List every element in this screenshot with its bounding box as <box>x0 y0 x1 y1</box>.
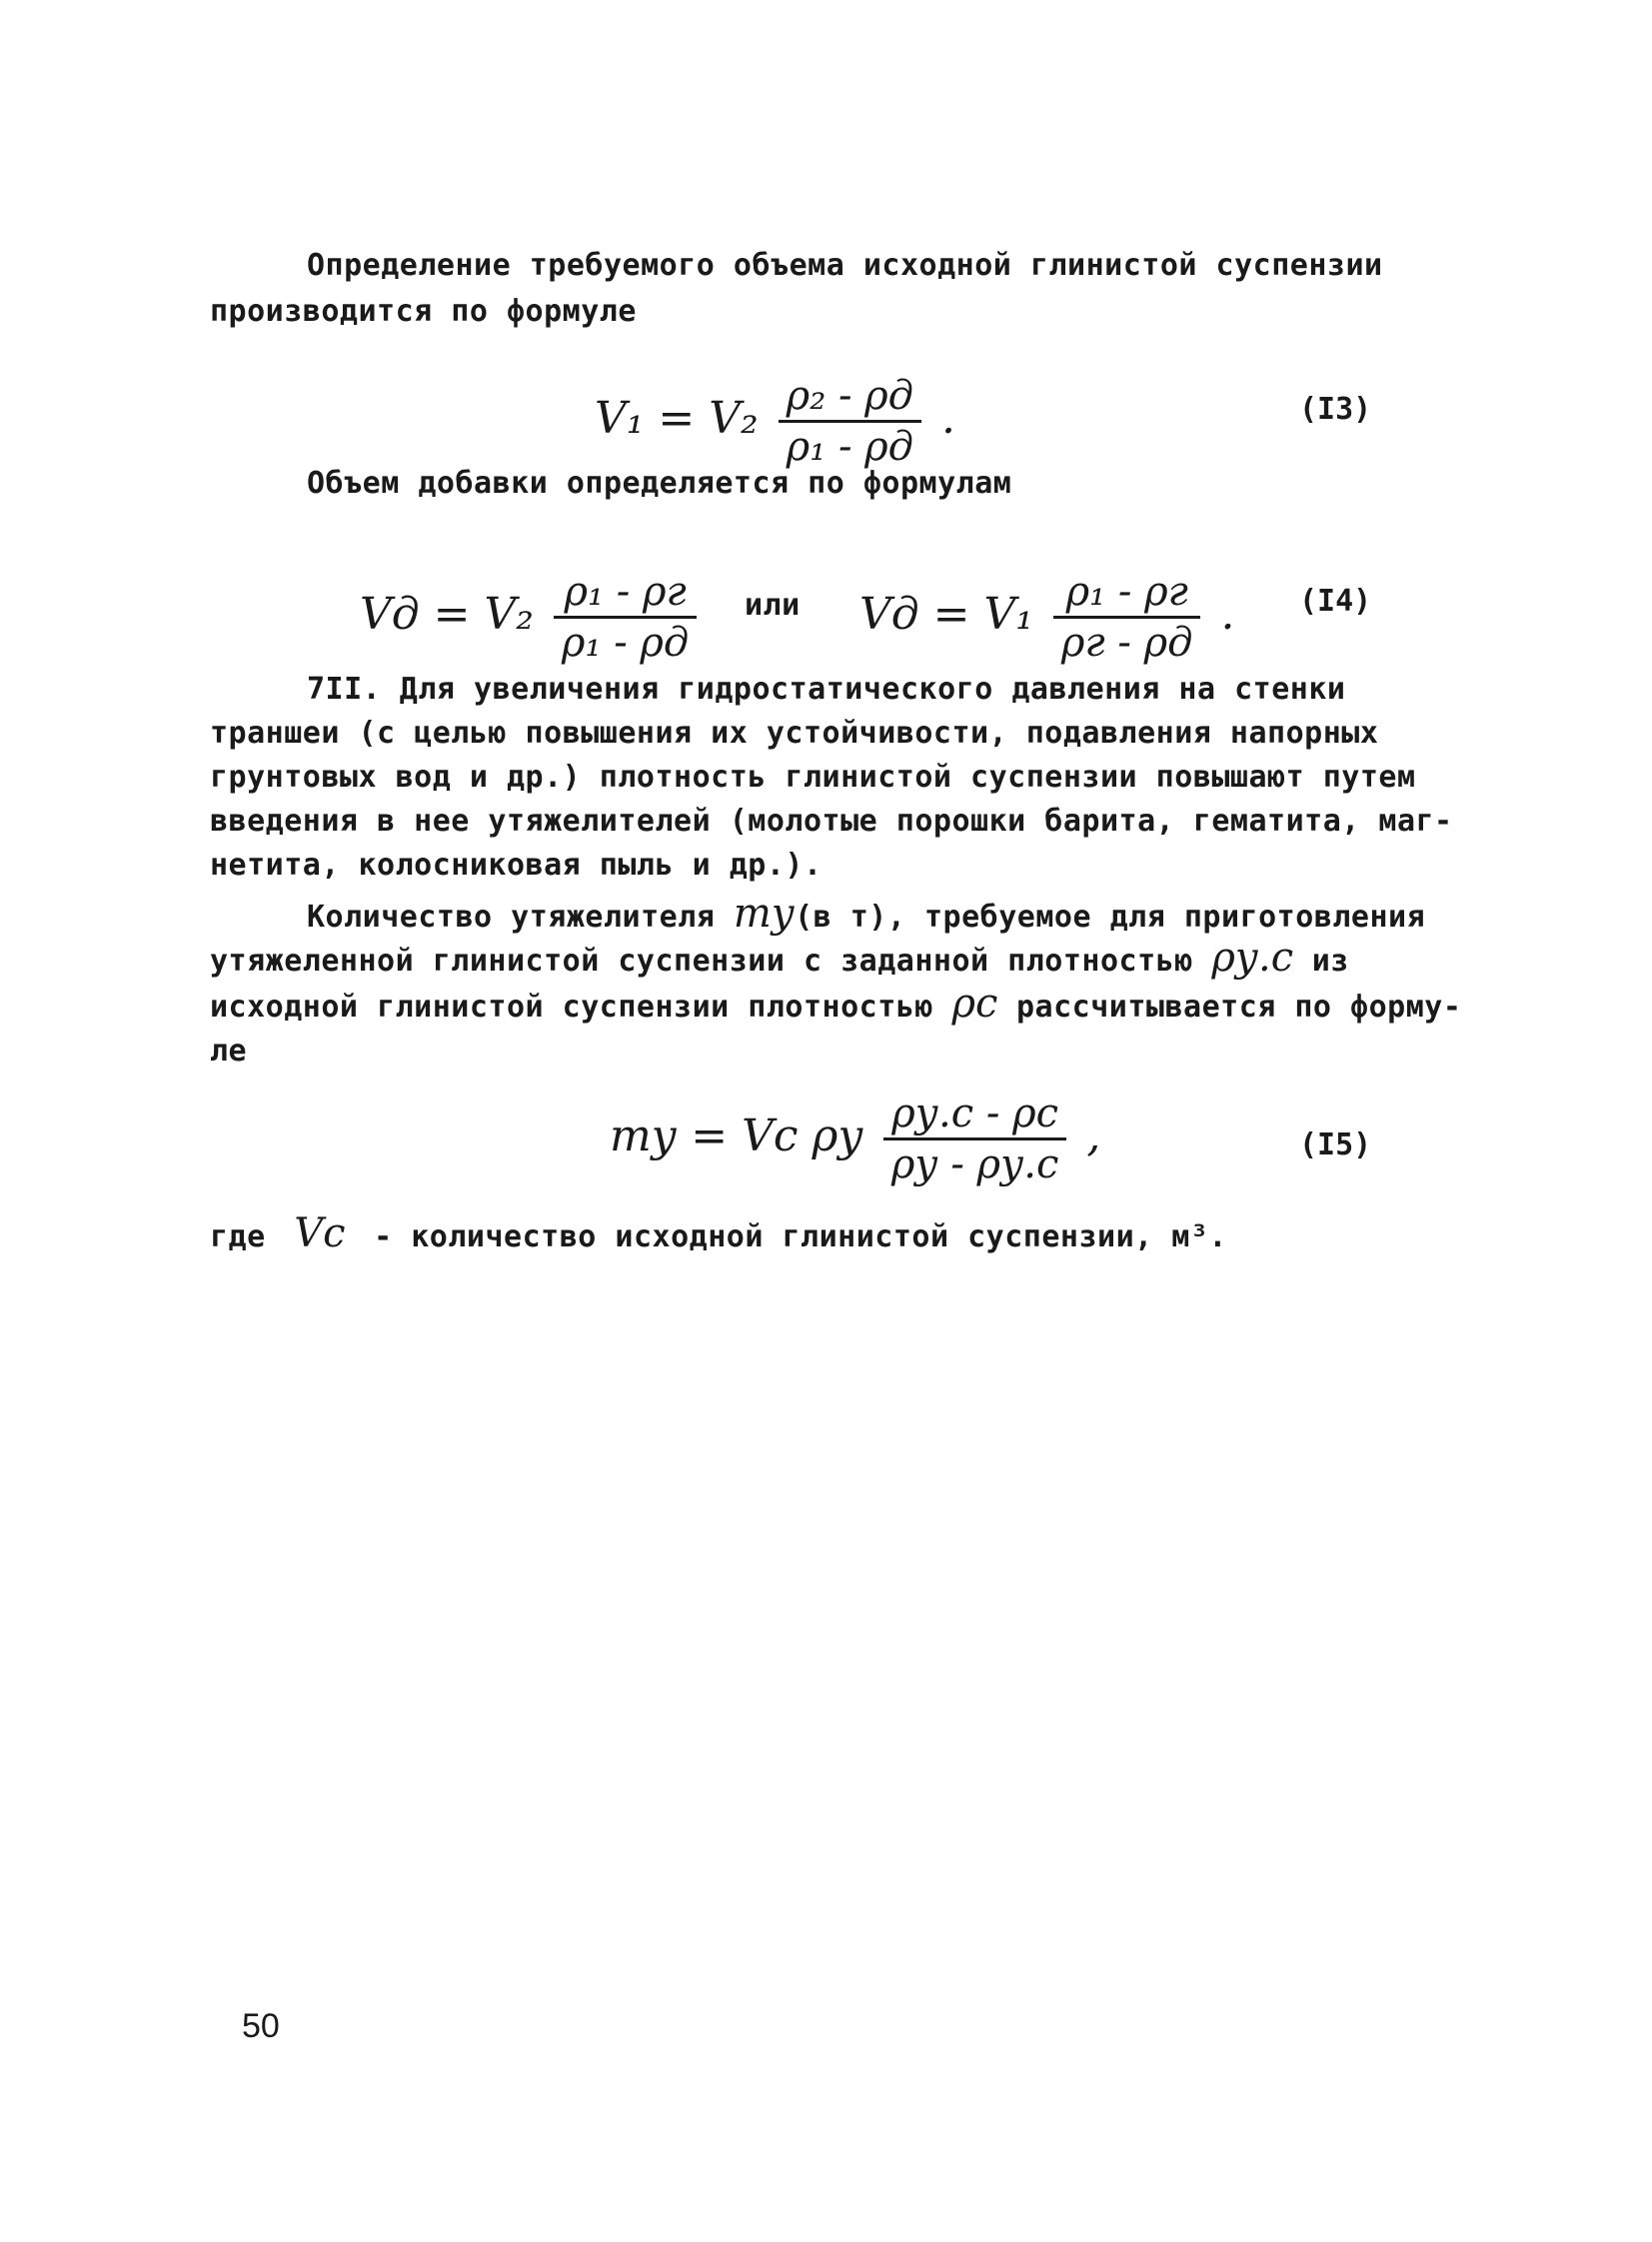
formula-14-left-denominator: ρ₁ - ρд <box>561 620 690 666</box>
formula-15-numerator: ρу.с - ρс <box>883 1090 1067 1140</box>
section-7-line-3: грунтовых вод и др.) плотность глинистой суспензии повышают путем <box>210 760 1416 795</box>
weight-para-line-1-b: (в т), требуемое для приготовления <box>795 900 1426 935</box>
equation-number-14: (I4) <box>1299 584 1372 619</box>
where-line <box>210 1211 1227 1259</box>
symbol-v-c: Vс <box>294 1210 346 1256</box>
section-7-line-4: введения в нее утяжелителей (молотые порошки барита, гематита, маг- <box>210 804 1453 839</box>
additive-text: Объем добавки определяется по формулам <box>307 466 1012 501</box>
symbol-rho-c: ρс <box>951 981 998 1027</box>
formula-13-lhs: V₁ = V₂ <box>595 393 759 444</box>
intro-line-1: Определение требуемого объема исходной глинистой суспензии <box>307 248 1383 283</box>
weight-para-line-2-b: из <box>1293 944 1349 979</box>
formula-14-left-fraction <box>554 568 697 667</box>
section-7-line-1: 7II. Для увеличения гидростатического давления на стенки <box>307 672 1346 707</box>
weight-para-line-3-a: исходной глинистой суспензии плотностью <box>210 990 952 1025</box>
where-text: - количество исходной глинистой суспензии, м³. <box>374 1219 1227 1254</box>
weight-para-line-2-a: утяжеленной глинистой суспензии с заданной плотностью <box>210 944 1212 979</box>
formula-14-left-numerator: ρ₁ - ρг <box>554 568 697 619</box>
formula-14-left <box>360 568 703 667</box>
formula-13-denominator: ρ₁ - ρд <box>786 424 914 470</box>
weight-para-line-2 <box>210 936 1349 984</box>
weight-para-line-4: ле <box>210 1034 248 1069</box>
symbol-m-y: mу <box>733 891 796 937</box>
section-7-line-2: траншеи (с целью повышения их устойчивости, подавления напорных <box>210 716 1379 751</box>
formula-15-denominator: ρу - ρу.с <box>890 1141 1059 1187</box>
formula-14-right-fraction <box>1053 568 1201 667</box>
symbol-rho-yc: ρу.с <box>1211 935 1294 981</box>
formula-14-left-lhs: Vд = V₂ <box>360 589 534 640</box>
formula-14-right-denominator: ρг - ρд <box>1060 620 1193 666</box>
equation-number-13: (I3) <box>1299 392 1372 427</box>
formula-13-numerator: ρ₂ - ρд <box>779 372 921 423</box>
section-7-line-5: нетита, колосниковая пыль и др.). <box>210 848 823 883</box>
formula-14-or: или <box>745 588 801 623</box>
formula-13-fraction <box>779 372 921 471</box>
formula-14-tail: . <box>1220 589 1235 640</box>
where-prefix: где <box>210 1219 266 1254</box>
formula-15-lhs: mу = Vс ρу <box>610 1111 863 1161</box>
weight-para-line-1 <box>307 892 1425 940</box>
formula-13 <box>595 372 955 471</box>
formula-13-tail: . <box>941 393 956 444</box>
formula-14-right <box>859 568 1234 667</box>
formula-15 <box>610 1090 1100 1188</box>
formula-15-fraction <box>883 1090 1067 1188</box>
formula-14-right-lhs: Vд = V₁ <box>859 589 1033 640</box>
weight-para-line-3-b: рассчитывается по форму- <box>997 990 1462 1025</box>
intro-line-2: производится по формуле <box>210 294 637 329</box>
formula-15-tail: , <box>1086 1111 1101 1161</box>
formula-14-right-numerator: ρ₁ - ρг <box>1053 568 1201 619</box>
weight-para-line-3 <box>210 982 1461 1030</box>
page-number: 50 <box>242 2007 280 2045</box>
weight-para-line-1-a: Количество утяжелителя <box>307 900 734 935</box>
equation-number-15: (I5) <box>1299 1127 1372 1162</box>
